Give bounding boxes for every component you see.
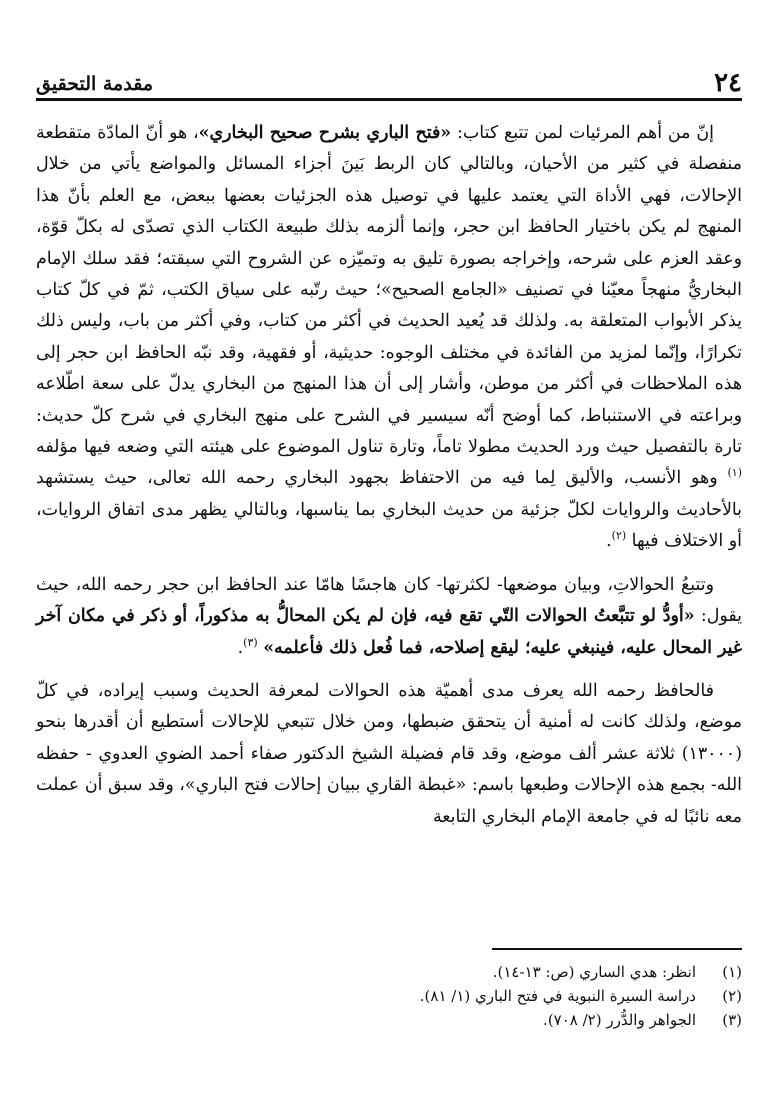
footnote-2 [36, 984, 742, 1008]
body-text [36, 118, 742, 845]
footnote-3 [36, 1008, 742, 1032]
footnotes [36, 960, 742, 1032]
paragraph-2 [36, 570, 742, 664]
paragraph-2-text: . [237, 637, 244, 658]
paragraph-3 [36, 676, 742, 833]
paragraph-1 [36, 118, 742, 558]
footnote-text: دراسة السيرة النبوية في فتح الباري (١/ ٨١). [419, 987, 696, 1005]
running-title: مقدمة التحقيق [36, 73, 153, 95]
footnote-number: (٢) [722, 987, 742, 1005]
header-rule [36, 98, 742, 101]
paragraph-1-text: وهو الأنسب، والأليق لِما فيه من الاحتفاظ بجهود البخاري رحمه الله تعالى، حيث يستشهد بالأحاديث والروايات لكلّ جزئية من حديث البخاري بما يناسبها، وبالتالي يظهر مدى اتفاق الروايات، أو الاختلاف فيها [36, 468, 742, 552]
paragraph-3-text: فالحافظ رحمه الله يعرف مدى أهميّة هذه الحوالات لمعرفة الحديث وسبب إيراده، في كلّ موضع، ولذلك كانت له أمنية أن يتحقق ضبطها، ومن خلال تتبعي للإحالات أستطيع أن أقدرها بنحو (١٣٠٠٠) ثلاثة عشر ألف موضع، وقد قام فضيلة الشيخ الدكتور صفاء أحمد الضوي العدوي - حفظه الله- بجمع هذه الإحالات وطبعها باسم: «غبطة القاري ببيان إحالات فتح الباري»، وقد سبق أن عملت معه نائبًا له في جامعة الإمام البخاري التابعة [36, 680, 742, 827]
book-title-quote: «فتح الباري بشرح صحيح البخاري» [198, 123, 452, 143]
footnote-marker-1: (١) [727, 466, 742, 480]
paragraph-1-text: ، هو أنّ المادّة متقطعة منفصلة في كثير من الأحيان، وبالتالي كان الربط بَينَ أجزاء المسائل والمواضع يأتي من خلال الإحالات، فهي الأداة التي يعتمد عليها في توصيل هذه الجزئيات بعضها ببعض، مع العلم بأنّ هذا المنهج لم يكن باختيار الحافظ ابن حجر، وإنما ألزمه بذلك طبيعة الكتاب الذي تصدّى له بكلّ قوّة، وعقد العزم على شرحه، وإخراجه بصورة تليق به وتميّزه عن الشروح التي سبقته؛ فقد سلك الإمام البخاريُّ منهجاً معيّنا في تصنيف «الجامع الصحيح»؛ حيث رتّبه على سياق الكتب، ثمّ في كلّ كتاب يذكر الأبواب المتعلقة به. ولذلك قد يُعيد الحديث في أكثر من كتاب، وفي أكثر من باب، وليس ذلك تكرارًا، وإنّما لمزيد من الفائدة في مختلف الوجوه: حديثية، أو فقهية، وقد نبّه الحافظ ابن حجر إلى هذه الملاحظات في أكثر من موطن، وأشار إلى أن هذا المنهج من البخاري يدلّ على سعة اطّلاعه وبراعته في الاستنباط، كما أوضح أنّه سيسير في الشرح على منهج البخاري في شرح كلّ حديث: تارة بالتفصيل حيث ورد الحديث مطولا تاماً، وتارة تناول الموضوع على هيئته التي وضعه فيها مؤلفه [36, 123, 742, 458]
footnote-number: (٣) [722, 1011, 742, 1029]
page-number: ٢٤ [714, 68, 742, 98]
footnote-rule [492, 948, 742, 950]
footnote-1 [36, 960, 742, 984]
paragraph-1-text: إنّ من أهم المرئيات لمن تتبع كتاب: [451, 123, 714, 143]
document-page [36, 0, 742, 1096]
paragraph-1-text: . [606, 531, 612, 552]
footnote-marker-3: (٣) [243, 635, 258, 649]
footnote-text: الجواهر والدُّرر (٢/ ٧٠٨). [543, 1011, 696, 1029]
page-header [36, 60, 742, 96]
footnote-number: (١) [722, 963, 742, 981]
ibn-hajar-quote: «أودُّ لو تتبَّعتُ الحوالات التّي تقع فيه، فإن لم يكن المحالُّ به مذكوراً، أو ذكر في مكان آخر غير المحال عليه، فينبغي عليه؛ ليقع إصلاحه، فما فُعل ذلك فأعلمه» [36, 606, 742, 658]
footnote-text: انظر: هدي الساري (ص: ١٣-١٤). [492, 963, 696, 981]
paragraph-2-text: وتتبعُ الحوالاتِ، وبيان موضعها- لكثرتها- كان هاجسًا هامّا عند الحافظ ابن حجر رحمه الله، حيث يقول: [36, 574, 742, 627]
footnote-marker-2: (٢) [611, 529, 627, 543]
